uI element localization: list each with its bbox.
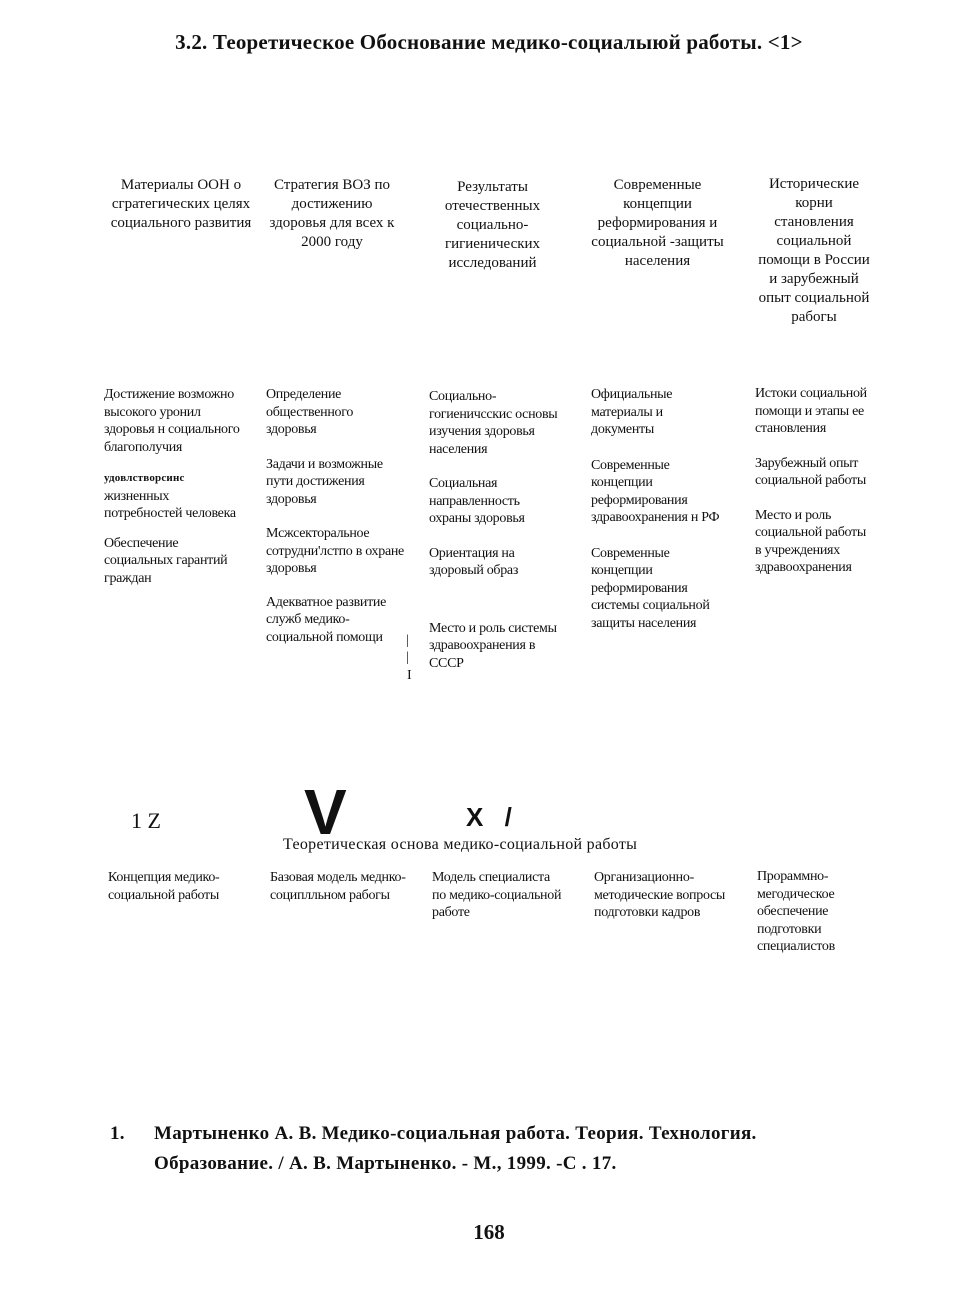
list-item: Социальная направленность охраны здоровья <box>429 476 525 526</box>
page-number: 168 <box>473 1220 505 1244</box>
header-domestic-research: Результаты отечественных социально-гигиенических исследований <box>444 179 541 271</box>
bottom-item-base-model: Базовая модель меднко-социплльном рабогы <box>270 870 406 903</box>
list-item: Истоки социальной помощи и этапы ее становления <box>755 386 867 436</box>
list-item: Современные концепции реформирования здравоохранения н РФ <box>591 457 720 525</box>
base-title: Теоретическая основа медико-социальной работы <box>283 836 638 853</box>
arrow-mark-left: 1 Z <box>131 808 161 833</box>
list-item: Обеспечение социальных гарантий граждан <box>104 535 228 586</box>
bottom-item-organization: Организационно-методические вопросы подготовки кадров <box>594 870 726 920</box>
column-4 <box>591 386 726 648</box>
list-item: жизненных потребностей человека <box>104 488 236 521</box>
list-item: Место и роль социальной работы в учреждениях здравоохранения <box>755 507 866 575</box>
list-item: Задачи и возможные пути достижения здоровья <box>266 456 383 507</box>
list-item: Ориентация на здоровый образ <box>429 545 519 578</box>
bottom-item-concept: Концепция медико-социальной работы <box>108 870 220 903</box>
header-historical-roots: Исторические корни становления социальной помощи в России и зарубежный опыт социальной рабогы <box>758 176 870 325</box>
list-item: Официальные материалы и документы <box>591 387 673 437</box>
footnote-line-1: Мартыненко А. В. Медико-социальная работа. Теория. Технология. <box>154 1123 757 1144</box>
side-mark: | <box>406 633 409 648</box>
column-3 <box>429 388 564 688</box>
list-item: Современные концепции реформирования системы социальной защиты населения <box>591 545 710 631</box>
header-un-materials: Материалы ООН о сгратегических целях социального развития <box>110 177 252 231</box>
header-modern-concepts: Современные концепции реформирования и социальной -защиты населения <box>591 177 724 269</box>
side-mark: | <box>406 650 409 665</box>
arrow-mark-v: V <box>304 776 347 848</box>
column-5 <box>755 385 875 593</box>
list-item: Зарубежный опыт социальной работы <box>755 455 866 488</box>
list-item: Место и роль системы здравоохранения в СССР <box>429 620 557 671</box>
bottom-item-specialist-model: Модель специалиста по медико-социальной работе <box>432 870 562 920</box>
list-item: Мсжсекторальное сотрудни'лстпо в охране здоровья <box>266 526 404 576</box>
list-item: Определение общественного здоровья <box>266 387 354 437</box>
list-item: Адекватное развитие служб медико-социальной помощи <box>266 594 386 645</box>
column-1 <box>104 386 244 603</box>
list-item: Социально-гогиеничсскис основы изучения здоровья населения <box>429 389 558 457</box>
bottom-item-program: Проpаммно-мегодическое обеспечение подготовки специалистов <box>757 869 835 954</box>
footnote-line-2: Образование. / А. В. Мартыненко. - М., 1999. -С . 17. <box>154 1153 617 1174</box>
footnote-number: 1. <box>110 1123 125 1144</box>
header-who-strategy: Стратегия ВОЗ по достижению здоровья для всех к 2000 году <box>269 177 395 250</box>
list-item: удовлствоpсинс <box>104 472 185 484</box>
list-item: Достижение возможно высокого уронил здоровья н социального благополучия <box>104 387 240 455</box>
column-2 <box>266 386 404 646</box>
side-mark: I <box>407 668 412 683</box>
page-title: 3.2. Теоретическое Обоснование медико-социалыюй работы. <1> <box>175 30 803 54</box>
arrow-mark-right: X / <box>466 802 512 832</box>
